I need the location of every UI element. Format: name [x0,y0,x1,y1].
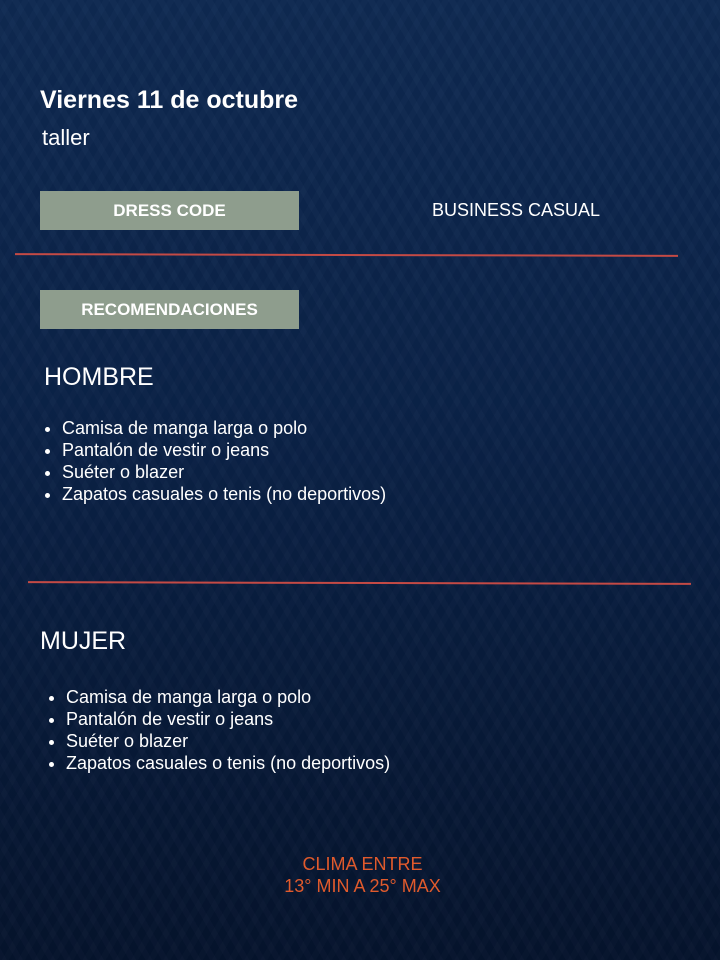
weather-line-2: 13° MIN A 25° MAX [284,876,441,896]
section-divider [28,581,691,585]
list-item: • Camisa de manga larga o polo [66,686,390,708]
mujer-list [44,686,390,774]
recommendations-label: RECOMENDACIONES [40,290,299,329]
hombre-list [40,417,386,505]
weather-note [0,853,720,897]
weather-line-1: CLIMA ENTRE [302,854,423,874]
page-subtitle: taller [42,125,90,150]
section-divider [15,253,678,257]
list-item: • Pantalón de vestir o jeans [66,708,390,730]
list-item: • Zapatos casuales o tenis (no deportivos) [66,752,390,774]
list-item: • Suéter o blazer [62,461,386,483]
hombre-heading: HOMBRE [44,363,154,391]
page-title: Viernes 11 de octubre [40,86,298,114]
mujer-heading: MUJER [40,627,127,655]
list-item: • Camisa de manga larga o polo [62,417,386,439]
list-item: • Pantalón de vestir o jeans [62,439,386,461]
list-item: • Zapatos casuales o tenis (no deportivos) [62,483,386,505]
dress-code-label: DRESS CODE [40,191,299,230]
dress-code-value: BUSINESS CASUAL [432,200,601,220]
list-item: • Suéter o blazer [66,730,390,752]
